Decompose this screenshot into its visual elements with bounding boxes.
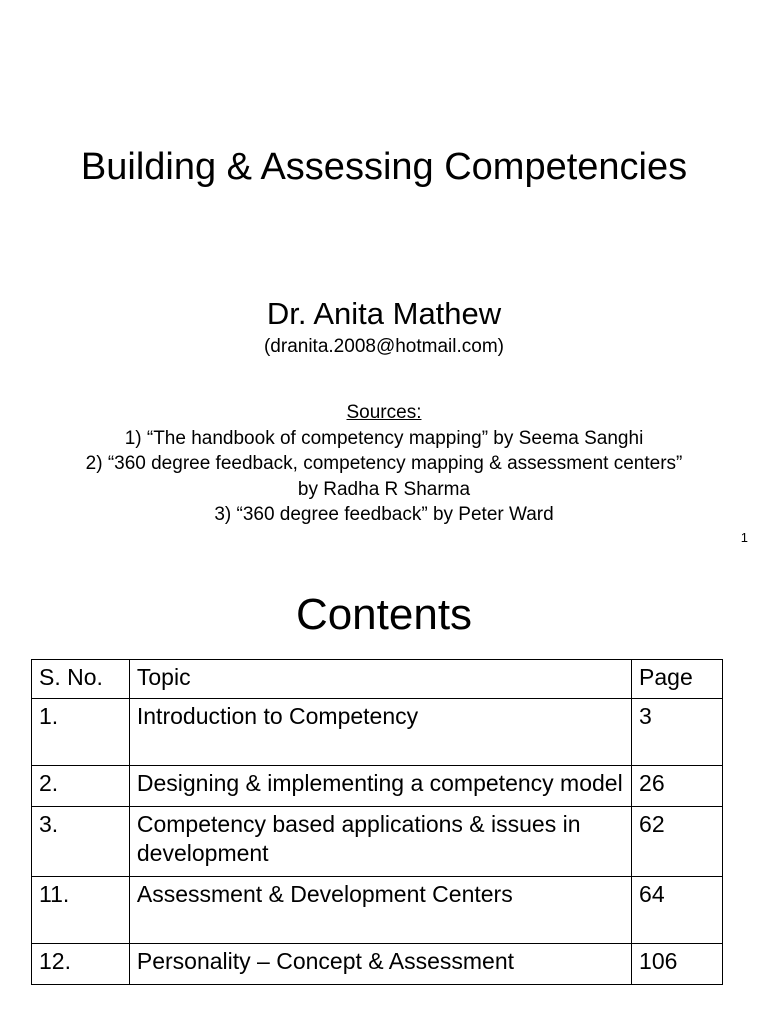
table-row <box>32 807 723 877</box>
source-line: by Radha R Sharma <box>297 478 471 500</box>
presentation-title: Building & Assessing Competencies <box>80 146 688 188</box>
author-email: (dranita.2008@hotmail.com) <box>263 336 504 357</box>
header-cell-page: Page <box>632 660 723 699</box>
cell-sno: 3. <box>32 807 130 877</box>
contents-table <box>31 659 723 985</box>
header-cell-sno: S. No. <box>32 660 130 699</box>
cell-page: 26 <box>632 766 723 807</box>
table-row <box>32 766 723 807</box>
cell-topic: Competency based applications & issues in development <box>129 807 631 877</box>
cell-page: 64 <box>632 877 723 944</box>
cell-sno: 11. <box>32 877 130 944</box>
cell-topic: Designing & implementing a competency model <box>129 766 631 807</box>
contents-slide <box>0 560 768 1024</box>
table-row <box>32 699 723 766</box>
slide-page-number: 1 <box>740 530 748 545</box>
cell-topic: Introduction to Competency <box>129 699 631 766</box>
table-header-row <box>32 660 723 699</box>
cell-sno: 2. <box>32 766 130 807</box>
cell-sno: 1. <box>32 699 130 766</box>
header-cell-topic: Topic <box>129 660 631 699</box>
sources-block <box>0 400 768 528</box>
table-row <box>32 944 723 985</box>
cell-page: 3 <box>632 699 723 766</box>
cell-topic: Assessment & Development Centers <box>129 877 631 944</box>
contents-title: Contents <box>295 590 473 639</box>
cell-sno: 12. <box>32 944 130 985</box>
source-line: 3) “360 degree feedback” by Peter Ward <box>214 504 554 525</box>
cell-topic: Personality – Concept & Assessment <box>129 944 631 985</box>
source-line: 1) “The handbook of competency mapping” by Seema Sanghi <box>124 427 644 449</box>
cell-page: 106 <box>632 944 723 985</box>
cell-page: 62 <box>632 807 723 877</box>
author-name: Dr. Anita Mathew <box>266 296 502 331</box>
sources-heading: Sources: <box>346 402 422 423</box>
table-row <box>32 877 723 944</box>
source-line: 2) “360 degree feedback, competency mapping & assessment centers” <box>85 453 683 474</box>
